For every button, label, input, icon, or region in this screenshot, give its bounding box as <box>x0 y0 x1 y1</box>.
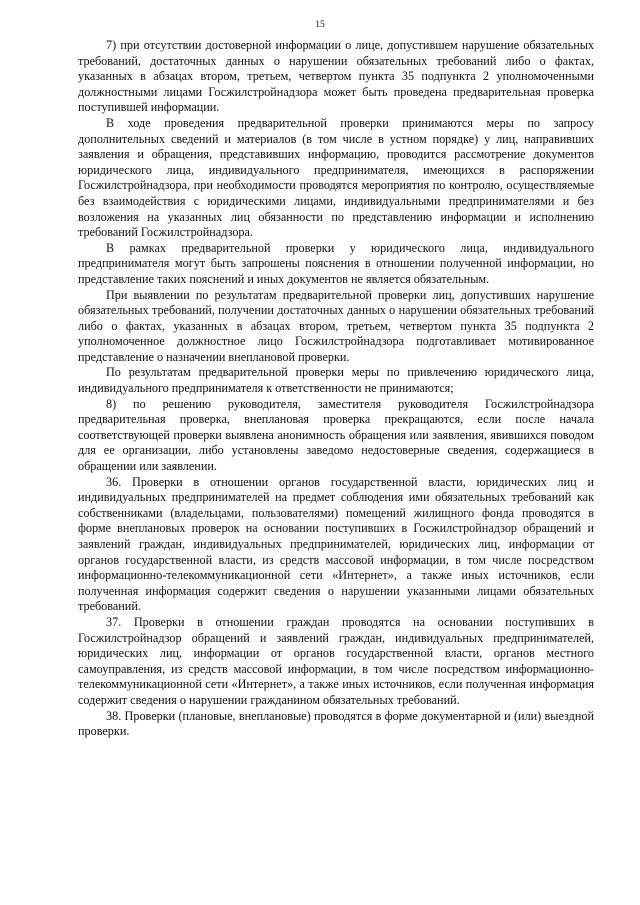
document-body <box>78 38 594 740</box>
paragraph-37: 37. Проверки в отношении граждан проводятся на основании поступивших в Госжилстройнадзор обращений и заявлений граждан, индивидуальных предпринимателей, юридических лиц, информации от органов государственной власти, органов местного самоуправления, из средств массовой информации, в том числе посредством информационно-телекоммуникационной сети «Интернет», а также иных источников, если полученная информация содержит сведения о нарушении гражданином обязательных требований. <box>78 614 594 707</box>
paragraph-explanations-request: В рамках предварительной проверки у юридического лица, индивидуального предпринимателя могут быть запрошены пояснения в отношении полученной информации, но представление таких пояснений и иных документов не является обязательным. <box>78 240 594 286</box>
paragraph-38: 38. Проверки (плановые, внеплановые) проводятся в форме документарной и (или) выездной проверки. <box>78 708 594 739</box>
paragraph-7: 7) при отсутствии достоверной информации о лице, допустившем нарушение обязательных требований, достаточных данных о нарушении обязательных требований либо о фактах, указанных в абзацах втором, третьем, четвертом пункта 35 подпункта 2 уполномоченными должностными лицами Госжилстройнадзора может быть проведена предварительная проверка поступившей информации. <box>78 38 594 115</box>
paragraph-8: 8) по решению руководителя, заместителя руководителя Госжилстройнадзора предварительная проверка, внеплановая проверка прекращаются, если после начала соответствующей проверки выявлена анонимность обращения или заявления, явившихся поводом для ее организации, либо установлены заведомо недостоверные сведения, содержащиеся в обращении или заявлении. <box>78 396 594 474</box>
paragraph-no-liability: По результатам предварительной проверки меры по привлечению юридического лица, индивидуального предпринимателя к ответственности не принимаются; <box>78 365 594 396</box>
page-number: 15 <box>315 20 325 30</box>
paragraph-violation-detection: При выявлении по результатам предварительной проверки лиц, допустивших нарушение обязательных требований, получении достаточных данных о нарушении обязательных требований либо о фактах, указанных в абзацах втором, третьем, четвертом пункта 35 подпункта 2 уполномоченное должностное лицо Госжилстройнадзора подготавливает мотивированное представление о назначении внеплановой проверки. <box>78 287 594 364</box>
paragraph-36: 36. Проверки в отношении органов государственной власти, юридических лиц и индивидуальных предпринимателей на предмет соблюдения ими обязательных требований как собственниками (владельцами, пользователями) помещений жилищного фонда проводятся в форме внеплановых проверок на основании поступивших в Госжилстройнадзор обращений и заявлений граждан, индивидуальных предпринимателей, юридических лиц, информации от органов государственной власти, из средств массовой информации, в том числе посредством информационно-телекоммуникационной сети «Интернет», а также иных источников, если полученная информация содержит сведения о нарушении указанными лицами обязательных требований. <box>78 474 594 614</box>
paragraph-preliminary-check-measures: В ходе проведения предварительной проверки принимаются меры по запросу дополнительных сведений и материалов (в том числе в устном порядке) у лиц, направивших заявления и обращения, представивших информацию, проводится рассмотрение документов юридического лица, индивидуального предпринимателя, имеющихся в распоряжении Госжилстройнадзора, при необходимости проводятся мероприятия по контролю, осуществляемые без взаимодействия с юридическими лицами, индивидуальными предпринимателями и без возложения на указанных лиц обязанности по представлению информации и исполнению требований Госжилстройнадзора. <box>78 115 594 240</box>
